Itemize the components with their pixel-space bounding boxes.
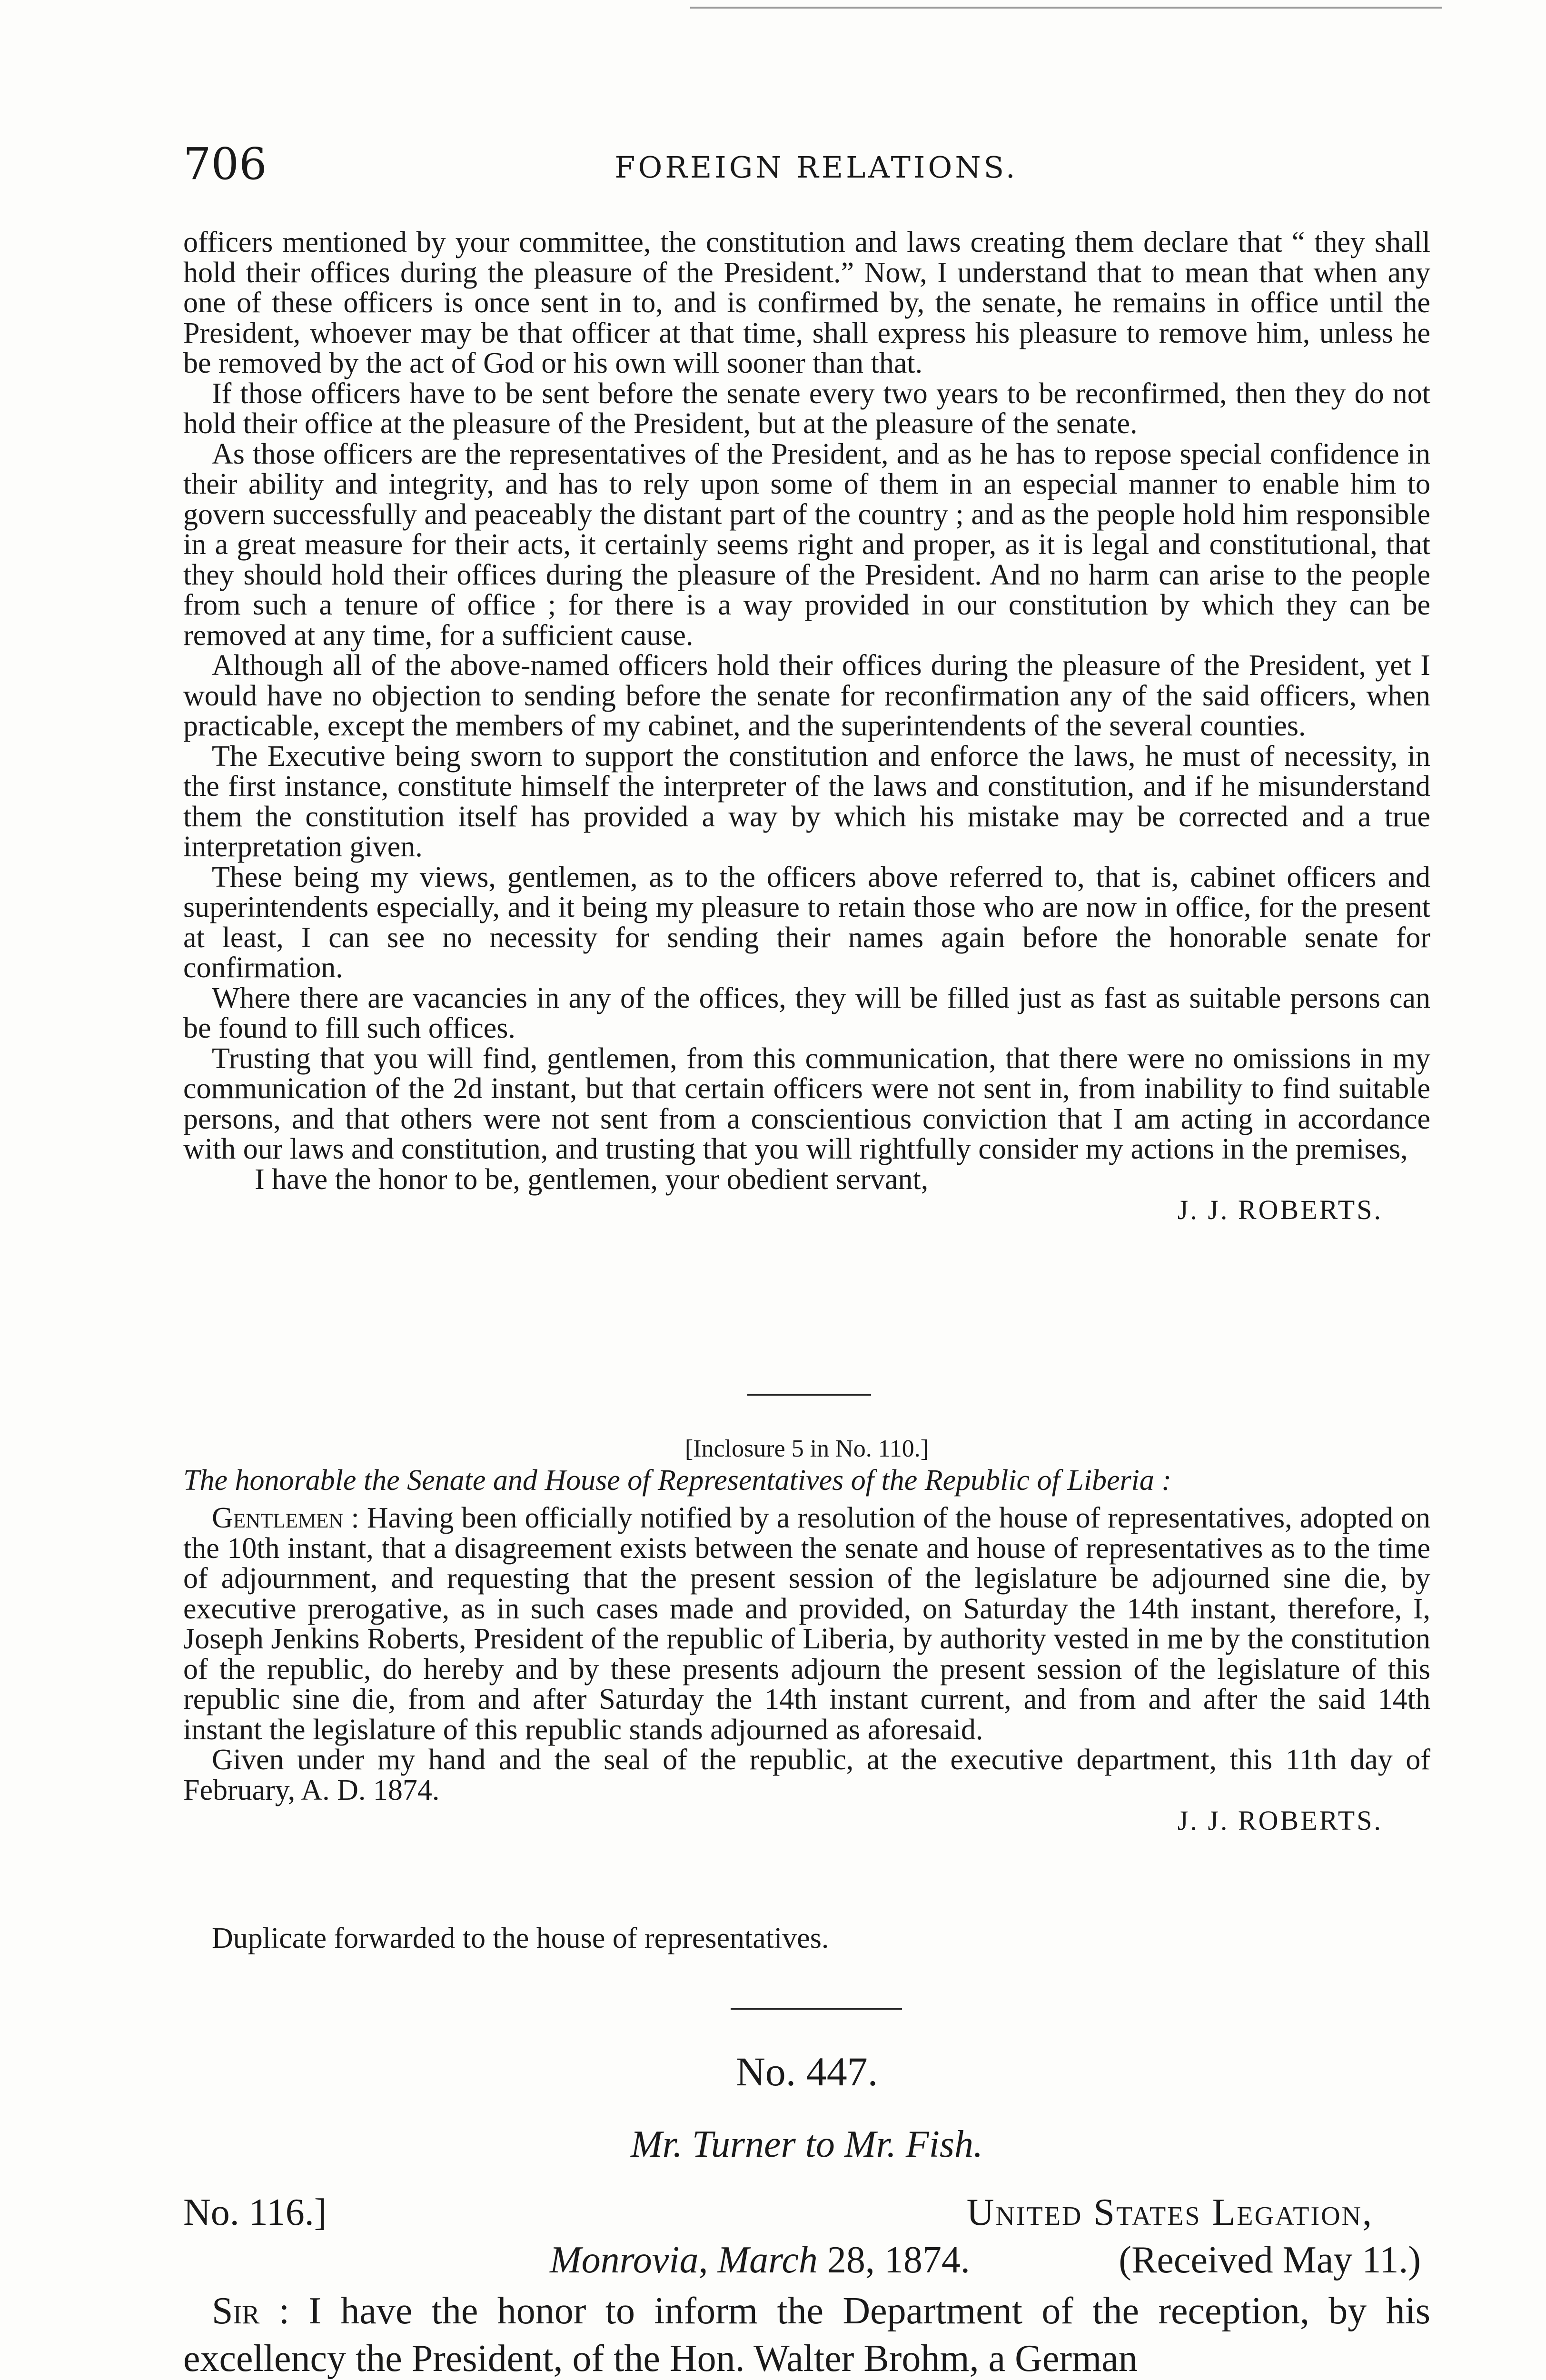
inclosure-paragraph: Given under my hand and the seal of the republic, at the executive department, this 11th day of February, A. D. 1874. — [183, 1744, 1430, 1806]
message-paragraph: Where there are vacancies in any of the offices, they will be filled just as fast as suitable persons can be found to fill such offices. — [183, 982, 1430, 1044]
message-paragraph: These being my views, gentlemen, as to the officers above referred to, that is, cabinet officers and superintendents especially, and it being my pleasure to retain those who are now in office, for the present at least, I can see no necessity for sending their names again before the honorable senate for confirmation. — [183, 861, 1430, 984]
letter-text: I have the honor to inform the Department of the reception, by his excellency the President, of the Hon. Walter Brohm, a German — [183, 2290, 1430, 2380]
document-number: No. 447. — [735, 2049, 878, 2094]
top-edge-rule — [690, 7, 1442, 9]
letter-salutation: Sir : — [212, 2290, 290, 2332]
message-paragraph: Although all of the above-named officers hold their offices during the pleasure of the President, yet I would have no objection to sending before the senate for reconfirmation any of the said officers, when practicable, except the members of my cabinet, and the superintendents of the several counties. — [183, 649, 1430, 742]
section-divider — [731, 2008, 902, 2010]
inclosure-paragraph — [183, 1503, 1430, 1745]
page-header — [183, 138, 1449, 195]
date-text: 28, 1874. — [827, 2239, 970, 2281]
place-date — [550, 2237, 970, 2283]
inclosure-salutation: Gentlemen : — [212, 1502, 359, 1534]
inclosure-body — [183, 1503, 1430, 1836]
message-paragraph: officers mentioned by your committee, the constitution and laws creating them declare that “ they shall hold their offices during the pleasure of the President.” Now, I understand that to mean that when any one of these officers is once sent in to, and is confirmed by, the senate, he remains in office until the President, whoever may be that officer at that time, shall express his pleasure to remove him, unless he be removed by the act of God or his own will sooner than that. — [183, 226, 1430, 379]
dispatch-header — [183, 2190, 1430, 2237]
letter-paragraph — [183, 2287, 1430, 2380]
message-signature: J. J. ROBERTS. — [1177, 1194, 1383, 1225]
section-divider — [747, 1394, 871, 1396]
inclosure-paragraph-text: Having been officially notified by a resolution of the house of representatives, adopted on the 10th instant, that a disagreement exists between the senate and house of representatives as to the time of adjournment, and requesting that the present session of the legislature be adjourned sine die, by executive prerogative, as in such cases made and provided, on Saturday the 14th instant, therefore, I, Joseph Jenkins Roberts, President of the republic of Liberia, by authority vested in me by the constitution of the republic, do hereby and by these presents adjourn the present session of the legislature of this republic sine die, from and after Saturday the 14th instant current, and from and after the said 14th instant the legislature of this republic stands adjourned as aforesaid. — [183, 1502, 1431, 1746]
place-name: Monrovia, March — [550, 2239, 818, 2281]
message-paragraph: The Executive being sworn to support the constitution and enforce the laws, he must of necessity, in the first instance, constitute himself the interpreter of the laws and constitution, and if he misunderstand them the constitution itself has provided a way by which his mistake may be corrected and a true interpretation given. — [183, 740, 1430, 863]
duplicate-note: Duplicate forwarded to the house of representatives. — [212, 1922, 829, 1954]
running-title: FOREIGN RELATIONS. — [614, 150, 1018, 185]
message-body — [183, 228, 1430, 1225]
received-date: (Received May 11.) — [1119, 2239, 1421, 2281]
inclosure-signature: J. J. ROBERTS. — [1177, 1805, 1383, 1836]
message-paragraph: As those officers are the representatives of the President, and as he has to repose special confidence in their ability and integrity, and has to rely upon some of them in an especial manner to enable him to govern successfully and peaceably the distant part of the country ; and as the people hold him responsible in a great measure for their acts, it certainly seems right and proper, as it is legal and constitutional, that they should hold their offices during the pleasure of the President. And no harm can arise to the people from such a tenure of office ; for there is a way provided in our constitution by which they can be removed at any time, for a sufficient cause. — [183, 437, 1430, 652]
inclosure-address: The honorable the Senate and House of Representatives of the Republic of Liberia : — [183, 1464, 1172, 1497]
dispatch-number: No. 116.] — [183, 2192, 327, 2233]
letter-body — [183, 2287, 1430, 2380]
message-paragraph: If those officers have to be sent before the senate every two years to be reconfirmed, then they do not hold their office at the pleasure of the President, but at the pleasure of the senate. — [183, 377, 1430, 440]
document-title: Mr. Turner to Mr. Fish. — [630, 2123, 983, 2165]
legation-name: United States Legation, — [966, 2192, 1373, 2233]
message-paragraph: Trusting that you will find, gentlemen, from this communication, that there were no omissions in my communication of the 2d instant, but that certain officers were not sent in, from inability to find suitable persons, and that others were not sent from a conscientious conviction that I am acting in accordance with our laws and constitution, and trusting that you will rightfully consider my actions in the premises, — [183, 1042, 1430, 1165]
page-number: 706 — [183, 139, 267, 189]
message-closing: I have the honor to be, gentlemen, your obedient servant, — [255, 1163, 929, 1196]
inclosure-heading: [Inclosure 5 in No. 110.] — [684, 1435, 929, 1462]
